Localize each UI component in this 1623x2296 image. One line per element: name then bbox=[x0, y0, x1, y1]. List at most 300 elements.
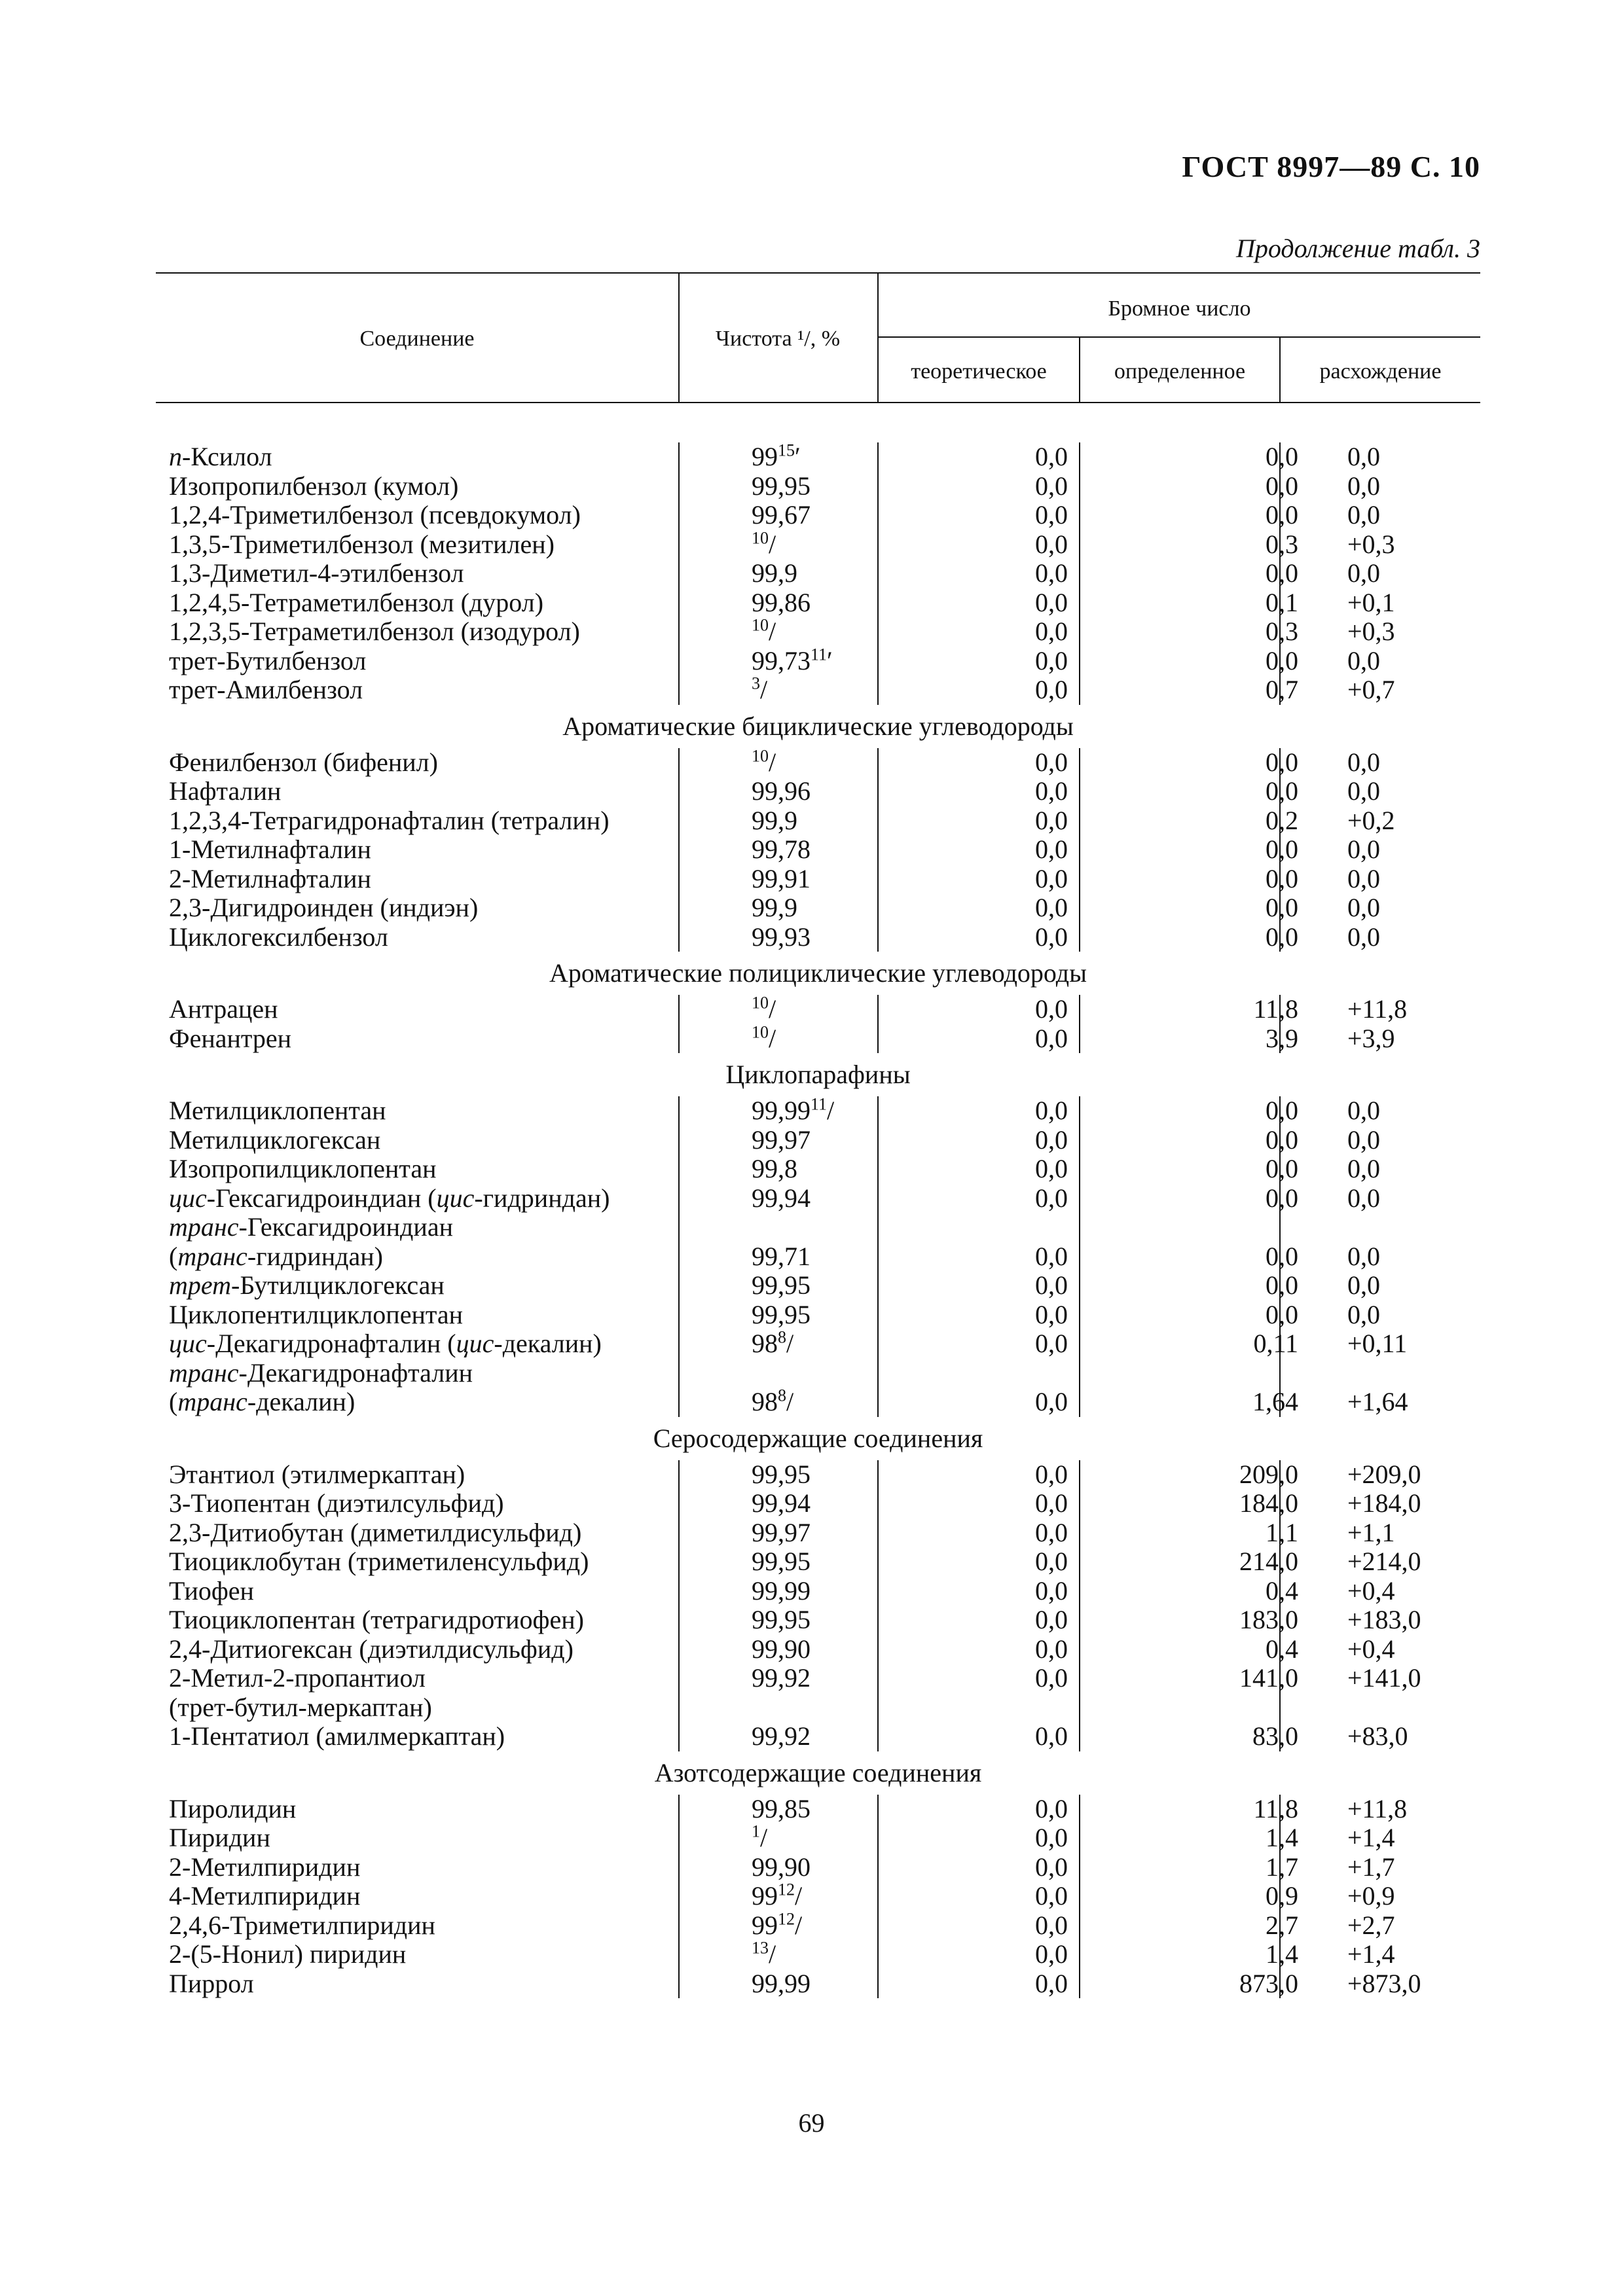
determined-value: 209,0 bbox=[1239, 1459, 1298, 1489]
table-row bbox=[156, 1518, 1480, 1548]
purity-value: 99,95 bbox=[752, 1547, 811, 1576]
purity-value: 99,90 bbox=[752, 1852, 811, 1882]
table-row bbox=[156, 1155, 1480, 1184]
difference-value: 0,0 bbox=[1347, 863, 1380, 893]
compound-name: Тиоциклопентан (тетрагидротиофен) bbox=[169, 1605, 584, 1634]
table-row bbox=[156, 1184, 1480, 1213]
purity-value: 99,99 bbox=[752, 1575, 811, 1605]
difference-value: +0,7 bbox=[1347, 675, 1395, 704]
difference-value: 0,0 bbox=[1347, 776, 1380, 806]
purity-value: 99,91 bbox=[752, 863, 811, 893]
theoretical-value: 0,0 bbox=[1035, 1575, 1068, 1605]
table-row bbox=[156, 777, 1480, 806]
difference-value: +873,0 bbox=[1347, 1968, 1421, 1998]
section-rows bbox=[156, 442, 1480, 705]
theoretical-value: 0,0 bbox=[1035, 1459, 1068, 1489]
theoretical-value: 0,0 bbox=[1035, 834, 1068, 864]
compound-name: Циклогексилбензол bbox=[169, 922, 388, 952]
col-bromine-header: Бромное число bbox=[1108, 296, 1251, 321]
table-section bbox=[156, 1417, 1480, 1751]
compound-name: Тиоциклобутан (триметиленсульфид) bbox=[169, 1547, 589, 1576]
difference-value: 0,0 bbox=[1347, 747, 1380, 777]
purity-value: 99,95 bbox=[752, 471, 811, 501]
purity-value: 99,97 bbox=[752, 1124, 811, 1155]
purity-value: 99,94 bbox=[752, 1183, 811, 1213]
table-row bbox=[156, 1635, 1480, 1664]
theoretical-value: 0,0 bbox=[1035, 1517, 1068, 1547]
compound-name: Фенантрен bbox=[169, 1023, 292, 1053]
purity-value: 99,95 bbox=[752, 1299, 811, 1329]
difference-value: +183,0 bbox=[1347, 1605, 1421, 1634]
theoretical-value: 0,0 bbox=[1035, 1270, 1068, 1300]
difference-value: 0,0 bbox=[1347, 1299, 1380, 1329]
theoretical-value: 0,0 bbox=[1035, 1852, 1068, 1882]
compound-name: 2-Метилнафталин bbox=[169, 863, 371, 893]
determined-value: 0,0 bbox=[1266, 442, 1298, 471]
header-spacer bbox=[156, 403, 1480, 442]
footnote-ref: 10 bbox=[752, 615, 769, 635]
purity-value: 99,97 bbox=[752, 1517, 811, 1547]
determined-value: 0,0 bbox=[1266, 1270, 1298, 1300]
compound-name: Метилциклопентан bbox=[169, 1096, 386, 1125]
table-row bbox=[156, 1300, 1480, 1330]
table-row bbox=[156, 1823, 1480, 1853]
compound-name: 2-Метил-2-пропантиол bbox=[169, 1663, 426, 1693]
purity-value: $98^8/$ bbox=[752, 1386, 794, 1416]
difference-value: +0,11 bbox=[1347, 1329, 1408, 1358]
compound-name: 1,3-Диметил-4-этилбензол bbox=[169, 558, 464, 588]
compound-name: трет-Амилбензол bbox=[169, 675, 363, 704]
table-row bbox=[156, 472, 1480, 501]
compound-name: Нафталин bbox=[169, 776, 282, 806]
table-section bbox=[156, 1053, 1480, 1417]
theoretical-value: 0,0 bbox=[1035, 1910, 1068, 1940]
table-row bbox=[156, 1213, 1480, 1242]
section-rows bbox=[156, 1795, 1480, 1999]
difference-value: +0,3 bbox=[1347, 529, 1395, 559]
determined-value: 0,0 bbox=[1266, 776, 1298, 806]
determined-value: 1,1 bbox=[1266, 1517, 1298, 1547]
compound-name: 1,2,3,5-Тетраметилбензол (изодурол) bbox=[169, 617, 580, 646]
theoretical-value: 0,0 bbox=[1035, 1823, 1068, 1852]
table-row bbox=[156, 1577, 1480, 1606]
determined-value: 0,4 bbox=[1266, 1575, 1298, 1605]
theoretical-value: 0,0 bbox=[1035, 994, 1068, 1024]
theoretical-value: 0,0 bbox=[1035, 1721, 1068, 1751]
table-row bbox=[156, 1853, 1480, 1882]
compound-name: трет-Бутилциклогексан bbox=[169, 1270, 445, 1300]
page-number: 69 bbox=[798, 2108, 825, 2138]
difference-value: 0,0 bbox=[1347, 1096, 1380, 1125]
determined-value: 0,4 bbox=[1266, 1634, 1298, 1664]
determined-value: 11,8 bbox=[1253, 1793, 1298, 1823]
determined-value: 3,9 bbox=[1266, 1023, 1298, 1053]
table-body bbox=[156, 442, 1480, 1998]
determined-value: 0,0 bbox=[1266, 893, 1298, 922]
compound-name: цис-Гексагидроиндиан (цис-гидриндан) bbox=[169, 1183, 610, 1213]
purity-value: 99,92 bbox=[752, 1663, 811, 1693]
purity-value: 99,71 bbox=[752, 1241, 811, 1271]
table-row bbox=[156, 559, 1480, 588]
determined-value: 11,8 bbox=[1253, 994, 1298, 1024]
table-section bbox=[156, 705, 1480, 952]
theoretical-value: 0,0 bbox=[1035, 1154, 1068, 1183]
table-row bbox=[156, 1969, 1480, 1999]
theoretical-value: 0,0 bbox=[1035, 1096, 1068, 1125]
compound-name: Пиридин bbox=[169, 1823, 270, 1852]
determined-value: 1,4 bbox=[1266, 1939, 1298, 1969]
compound-name: (транс-гидриндан) bbox=[169, 1241, 383, 1271]
compound-name: 3-Тиопентан (диэтилсульфид) bbox=[169, 1488, 504, 1518]
determined-value: 873,0 bbox=[1239, 1968, 1298, 1998]
theoretical-value: 0,0 bbox=[1035, 1939, 1068, 1969]
theoretical-value: 0,0 bbox=[1035, 1881, 1068, 1910]
table-row bbox=[156, 923, 1480, 952]
compound-name: 1-Пентатиол (амилмеркаптан) bbox=[169, 1721, 505, 1751]
footnote-ref: 12 bbox=[778, 1880, 795, 1899]
table-row bbox=[156, 1329, 1480, 1359]
purity-value: 99,9 bbox=[752, 893, 797, 922]
theoretical-value: 0,0 bbox=[1035, 471, 1068, 501]
table-section bbox=[156, 952, 1480, 1053]
purity-value: 99,9 bbox=[752, 558, 797, 588]
footnote-ref: 1 bbox=[752, 1821, 760, 1841]
section-title: Ароматические бициклические углеводороды bbox=[562, 711, 1074, 741]
section-rows bbox=[156, 1460, 1480, 1751]
compound-name: цис-Декагидронафталин (цис-декалин) bbox=[169, 1329, 602, 1358]
compound-name: Изопропилциклопентан bbox=[169, 1154, 437, 1183]
theoretical-value: 0,0 bbox=[1035, 1968, 1068, 1998]
table-row bbox=[156, 1271, 1480, 1300]
footnote-ref: 11 bbox=[811, 645, 828, 664]
purity-value: $^{10}$/ bbox=[752, 1022, 776, 1053]
purity-value: $^{13}$/ bbox=[752, 1938, 776, 1969]
determined-value: 0,0 bbox=[1266, 1124, 1298, 1155]
purity-value: $^3$/ bbox=[752, 673, 768, 704]
purity-value: 99,67 bbox=[752, 500, 811, 529]
theoretical-value: 0,0 bbox=[1035, 893, 1068, 922]
theoretical-value: 0,0 bbox=[1035, 805, 1068, 835]
purity-value: 99,99 bbox=[752, 1968, 811, 1998]
difference-value: 0,0 bbox=[1347, 834, 1380, 864]
difference-value: +1,4 bbox=[1347, 1823, 1395, 1852]
footnote-ref: 11 bbox=[811, 1094, 828, 1114]
purity-value: 99,86 bbox=[752, 587, 811, 617]
purity-value: 99,95 bbox=[752, 1605, 811, 1634]
table-section bbox=[156, 442, 1480, 705]
compound-name: 1,3,5-Триметилбензол (мезитилен) bbox=[169, 529, 555, 559]
table-row bbox=[156, 1547, 1480, 1577]
determined-value: 0,0 bbox=[1266, 834, 1298, 864]
determined-value: 0,0 bbox=[1266, 747, 1298, 777]
theoretical-value: 0,0 bbox=[1035, 1387, 1068, 1416]
table-row bbox=[156, 1460, 1480, 1490]
footnote-ref: 13 bbox=[752, 1938, 769, 1958]
footnote-ref: 3 bbox=[752, 673, 760, 693]
determined-value: 1,7 bbox=[1266, 1852, 1298, 1882]
compound-name: 1,2,4-Триметилбензол (псевдокумол) bbox=[169, 500, 581, 529]
table-row bbox=[156, 647, 1480, 676]
table-row bbox=[156, 1359, 1480, 1388]
determined-value: 214,0 bbox=[1239, 1547, 1298, 1576]
theoretical-value: 0,0 bbox=[1035, 922, 1068, 952]
table-row bbox=[156, 1664, 1480, 1693]
theoretical-value: 0,0 bbox=[1035, 1793, 1068, 1823]
difference-value: 0,0 bbox=[1347, 1154, 1380, 1183]
difference-value: +0,4 bbox=[1347, 1575, 1395, 1605]
bromine-number-table bbox=[156, 272, 1480, 1998]
difference-value: +1,4 bbox=[1347, 1939, 1395, 1969]
purity-value: $^{10}$/ bbox=[752, 746, 776, 777]
theoretical-value: 0,0 bbox=[1035, 1023, 1068, 1053]
determined-value: 0,0 bbox=[1266, 922, 1298, 952]
col-theoretical-header: теоретическое bbox=[911, 359, 1047, 384]
compound-name: транс-Декагидронафталин bbox=[169, 1357, 473, 1388]
theoretical-value: 0,0 bbox=[1035, 500, 1068, 529]
document-header: ГОСТ 8997—89 С. 10 bbox=[1182, 150, 1480, 183]
table-continuation-label: Продолжение табл. 3 bbox=[1235, 234, 1480, 263]
determined-value: 0,2 bbox=[1266, 805, 1298, 835]
difference-value: 0,0 bbox=[1347, 645, 1380, 675]
section-rows bbox=[156, 748, 1480, 952]
compound-name: Антрацен bbox=[169, 994, 278, 1024]
theoretical-value: 0,0 bbox=[1035, 1634, 1068, 1664]
difference-value: 0,0 bbox=[1347, 1241, 1380, 1271]
purity-value: 99,73$^{11}$′ bbox=[752, 645, 833, 675]
table-row bbox=[156, 1242, 1480, 1272]
table-row bbox=[156, 1489, 1480, 1518]
determined-value: 1,4 bbox=[1266, 1823, 1298, 1852]
table-row bbox=[156, 1605, 1480, 1635]
difference-value: +1,7 bbox=[1347, 1852, 1395, 1882]
difference-value: +141,0 bbox=[1347, 1663, 1421, 1693]
purity-value: 99,99$^{11}$/ bbox=[752, 1094, 835, 1125]
purity-value: 99,92 bbox=[752, 1721, 811, 1751]
purity-value: 99,78 bbox=[752, 834, 811, 864]
compound-name: Тиофен bbox=[169, 1575, 254, 1605]
determined-value: 0,3 bbox=[1266, 529, 1298, 559]
table-section bbox=[156, 1751, 1480, 1999]
difference-value: +0,9 bbox=[1347, 1881, 1395, 1910]
difference-value: 0,0 bbox=[1347, 893, 1380, 922]
difference-value: 0,0 bbox=[1347, 1270, 1380, 1300]
table-row bbox=[156, 1024, 1480, 1054]
footnote-ref: 8 bbox=[778, 1386, 786, 1405]
compound-name: Пиролидин bbox=[169, 1793, 297, 1823]
purity-value: 99,95 bbox=[752, 1270, 811, 1300]
table-row bbox=[156, 442, 1480, 472]
theoretical-value: 0,0 bbox=[1035, 1124, 1068, 1155]
table-row bbox=[156, 1096, 1480, 1126]
determined-value: 0,0 bbox=[1266, 558, 1298, 588]
difference-value: 0,0 bbox=[1347, 922, 1380, 952]
table-row bbox=[156, 1693, 1480, 1723]
determined-value: 0,0 bbox=[1266, 500, 1298, 529]
compound-name: трет-Бутилбензол bbox=[169, 645, 367, 675]
table-row bbox=[156, 1388, 1480, 1417]
difference-value: +214,0 bbox=[1347, 1547, 1421, 1576]
purity-value: $98^8/$ bbox=[752, 1327, 794, 1358]
difference-value: +83,0 bbox=[1347, 1721, 1408, 1751]
determined-value: 0,0 bbox=[1266, 645, 1298, 675]
difference-value: +0,2 bbox=[1347, 805, 1395, 835]
compound-name: 2,3-Дигидроинден (индиэн) bbox=[169, 893, 479, 922]
divider bbox=[879, 336, 1480, 338]
compound-name: Изопропилбензол (кумол) bbox=[169, 471, 459, 501]
theoretical-value: 0,0 bbox=[1035, 675, 1068, 704]
determined-value: 0,0 bbox=[1266, 1096, 1298, 1125]
theoretical-value: 0,0 bbox=[1035, 1241, 1068, 1271]
determined-value: 0,0 bbox=[1266, 1154, 1298, 1183]
theoretical-value: 0,0 bbox=[1035, 1663, 1068, 1693]
purity-value: 99,95 bbox=[752, 1459, 811, 1489]
determined-value: 2,7 bbox=[1266, 1910, 1298, 1940]
table-row bbox=[156, 1911, 1480, 1941]
footnote-ref: 12 bbox=[778, 1909, 795, 1929]
theoretical-value: 0,0 bbox=[1035, 863, 1068, 893]
determined-value: 1,64 bbox=[1252, 1387, 1298, 1416]
theoretical-value: 0,0 bbox=[1035, 558, 1068, 588]
compound-name: Метилциклогексан bbox=[169, 1124, 381, 1155]
table-row bbox=[156, 530, 1480, 560]
footnote-ref: 8 bbox=[778, 1327, 786, 1347]
determined-value: 0,0 bbox=[1266, 1183, 1298, 1213]
theoretical-value: 0,0 bbox=[1035, 776, 1068, 806]
compound-name: 2,3-Дитиобутан (диметилдисульфид) bbox=[169, 1517, 582, 1547]
table-row bbox=[156, 1795, 1480, 1824]
determined-value: 184,0 bbox=[1239, 1488, 1298, 1518]
determined-value: 0,0 bbox=[1266, 863, 1298, 893]
section-rows bbox=[156, 995, 1480, 1053]
col-compound-header: Соединение bbox=[359, 327, 475, 351]
difference-value: 0,0 bbox=[1347, 558, 1380, 588]
section-title: Серосодержащие соединения bbox=[653, 1423, 983, 1453]
theoretical-value: 0,0 bbox=[1035, 747, 1068, 777]
difference-value: +209,0 bbox=[1347, 1459, 1421, 1489]
footnote-ref: 10 bbox=[752, 746, 769, 766]
purity-value: $99^{12}/$ bbox=[752, 1880, 803, 1910]
compound-name: 2,4-Дитиогексан (диэтилдисульфид) bbox=[169, 1634, 574, 1664]
theoretical-value: 0,0 bbox=[1035, 442, 1068, 471]
purity-value: $99^{12}/$ bbox=[752, 1909, 803, 1940]
compound-name: n-Ксилол bbox=[169, 442, 272, 471]
footnote-ref: 10 bbox=[752, 993, 769, 1013]
section-title: Азотсодержащие соединения bbox=[654, 1757, 982, 1787]
compound-name: 2-Метилпиридин bbox=[169, 1852, 361, 1882]
determined-value: 0,1 bbox=[1266, 587, 1298, 617]
determined-value: 83,0 bbox=[1252, 1721, 1298, 1751]
compound-name: 1,2,3,4-Тетрагидронафталин (тетралин) bbox=[169, 805, 610, 835]
determined-value: 0,11 bbox=[1253, 1329, 1298, 1358]
determined-value: 0,0 bbox=[1266, 471, 1298, 501]
compound-name: Циклопентилциклопентан bbox=[169, 1299, 464, 1329]
purity-value: 99,96 bbox=[752, 776, 811, 806]
theoretical-value: 0,0 bbox=[1035, 1329, 1068, 1358]
purity-value: 99,8 bbox=[752, 1154, 797, 1183]
determined-value: 0,7 bbox=[1266, 675, 1298, 704]
difference-value: 0,0 bbox=[1347, 471, 1380, 501]
table-row bbox=[156, 501, 1480, 530]
purity-value: $99^{15}'$ bbox=[752, 440, 801, 471]
difference-value: +2,7 bbox=[1347, 1910, 1395, 1940]
table-row bbox=[156, 588, 1480, 618]
table-row bbox=[156, 1940, 1480, 1969]
compound-name: Этантиол (этилмеркаптан) bbox=[169, 1459, 465, 1489]
compound-name: 1-Метилнафталин bbox=[169, 834, 371, 864]
difference-value: +11,8 bbox=[1347, 994, 1408, 1024]
difference-value: +3,9 bbox=[1347, 1023, 1395, 1053]
theoretical-value: 0,0 bbox=[1035, 1547, 1068, 1576]
compound-name: 2-(5-Нонил) пиридин bbox=[169, 1939, 407, 1969]
difference-value: +1,1 bbox=[1347, 1517, 1395, 1547]
difference-value: +1,64 bbox=[1347, 1387, 1408, 1416]
theoretical-value: 0,0 bbox=[1035, 587, 1068, 617]
purity-value: 99,9 bbox=[752, 805, 797, 835]
table-row bbox=[156, 675, 1480, 705]
difference-value: +184,0 bbox=[1347, 1488, 1421, 1518]
section-title: Ароматические полициклические углеводороды bbox=[549, 958, 1087, 988]
determined-value: 0,3 bbox=[1266, 617, 1298, 646]
compound-name: (транс-декалин) bbox=[169, 1387, 356, 1416]
difference-value: +11,8 bbox=[1347, 1793, 1408, 1823]
table-row bbox=[156, 806, 1480, 836]
theoretical-value: 0,0 bbox=[1035, 1488, 1068, 1518]
table-header bbox=[156, 272, 1480, 403]
difference-value: +0,3 bbox=[1347, 617, 1395, 646]
difference-value: 0,0 bbox=[1347, 500, 1380, 529]
determined-value: 0,0 bbox=[1266, 1241, 1298, 1271]
theoretical-value: 0,0 bbox=[1035, 645, 1068, 675]
purity-value: 99,94 bbox=[752, 1488, 811, 1518]
purity-value: 99,90 bbox=[752, 1634, 811, 1664]
col-purity-header: Чистота ¹/, % bbox=[715, 327, 841, 351]
purity-value: 99,85 bbox=[752, 1793, 811, 1823]
compound-name: 4-Метилпиридин bbox=[169, 1881, 361, 1910]
compound-name: Пиррол bbox=[169, 1968, 254, 1998]
table-row bbox=[156, 1722, 1480, 1751]
determined-value: 0,9 bbox=[1266, 1881, 1298, 1910]
theoretical-value: 0,0 bbox=[1035, 1605, 1068, 1634]
compound-name: 2,4,6-Триметилпиридин bbox=[169, 1910, 435, 1940]
theoretical-value: 0,0 bbox=[1035, 1183, 1068, 1213]
col-difference-header: расхождение bbox=[1319, 359, 1442, 384]
table-row bbox=[156, 1882, 1480, 1911]
theoretical-value: 0,0 bbox=[1035, 1299, 1068, 1329]
table-row bbox=[156, 1126, 1480, 1155]
footnote-ref: 10 bbox=[752, 1022, 769, 1042]
theoretical-value: 0,0 bbox=[1035, 617, 1068, 646]
table-row bbox=[156, 617, 1480, 647]
table-row bbox=[156, 995, 1480, 1024]
compound-name: (трет-бутил-меркаптан) bbox=[169, 1692, 432, 1722]
col-determined-header: определенное bbox=[1114, 359, 1246, 384]
table-row bbox=[156, 893, 1480, 923]
compound-name: Фенилбензол (бифенил) bbox=[169, 747, 438, 777]
difference-value: +0,1 bbox=[1347, 587, 1395, 617]
determined-value: 141,0 bbox=[1239, 1663, 1298, 1693]
table-row bbox=[156, 865, 1480, 894]
purity-value: 99,93 bbox=[752, 922, 811, 952]
table-row bbox=[156, 835, 1480, 865]
theoretical-value: 0,0 bbox=[1035, 529, 1068, 559]
purity-value: $^1$/ bbox=[752, 1821, 768, 1852]
purity-value: $^{10}$/ bbox=[752, 993, 776, 1024]
section-title: Циклопарафины bbox=[725, 1060, 911, 1089]
determined-value: 0,0 bbox=[1266, 1299, 1298, 1329]
difference-value: 0,0 bbox=[1347, 1124, 1380, 1155]
section-rows bbox=[156, 1096, 1480, 1417]
difference-value: +0,4 bbox=[1347, 1634, 1395, 1664]
